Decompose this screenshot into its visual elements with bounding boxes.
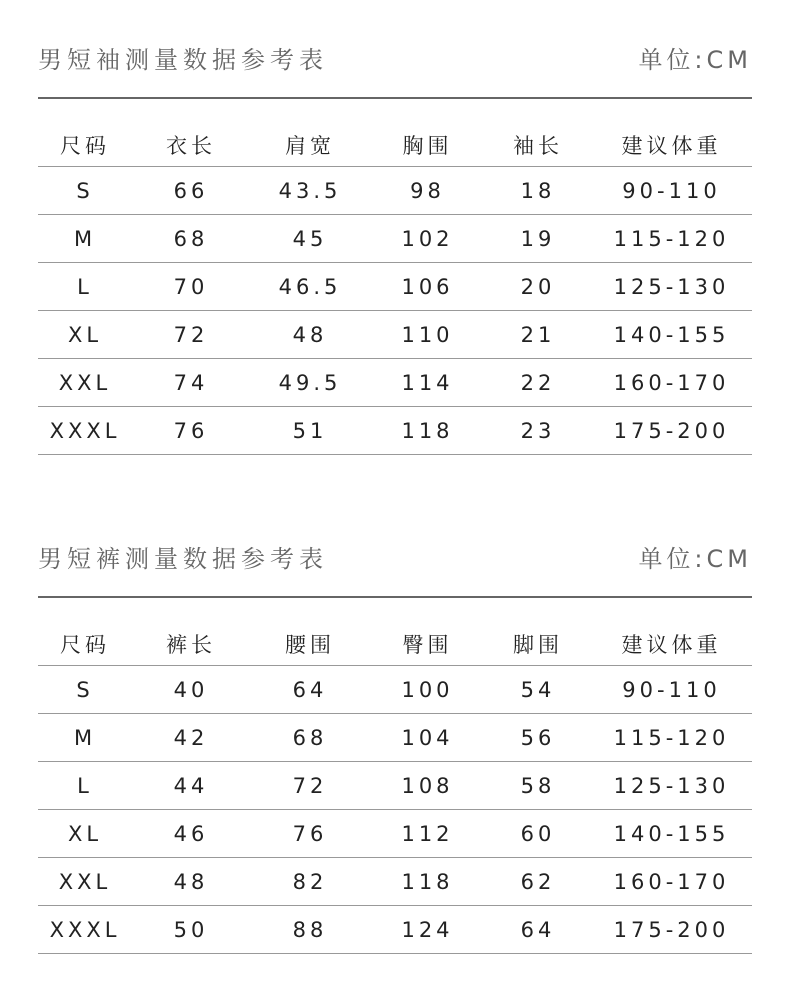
table-cell: 140-155: [591, 810, 752, 858]
table-row: [38, 407, 752, 455]
table-row: [38, 359, 752, 407]
shirt-size-table: [38, 99, 752, 455]
table-cell: 64: [250, 666, 370, 714]
table-cell: 51: [250, 407, 370, 455]
shorts-size-section: [38, 529, 752, 954]
table-cell: 100: [370, 666, 485, 714]
table-cell: 175-200: [591, 407, 752, 455]
table-cell: 18: [485, 167, 591, 215]
table-cell: 68: [132, 215, 250, 263]
table-cell: 44: [132, 762, 250, 810]
table-cell: 160-170: [591, 858, 752, 906]
table-cell: 66: [132, 167, 250, 215]
table-cell: 175-200: [591, 906, 752, 954]
table-row: [38, 762, 752, 810]
table-cell: S: [38, 167, 132, 215]
shirt-unit-label: 单位:CM: [638, 46, 752, 74]
table-cell: 49.5: [250, 359, 370, 407]
header-cell: 尺码: [38, 99, 132, 167]
table-cell: 106: [370, 263, 485, 311]
table-cell: 90-110: [591, 167, 752, 215]
table-row: [38, 215, 752, 263]
table-header-row: [38, 99, 752, 167]
shorts-title-row: [38, 529, 752, 598]
table-cell: 125-130: [591, 762, 752, 810]
table-cell: 98: [370, 167, 485, 215]
table-cell: 50: [132, 906, 250, 954]
table-cell: 64: [485, 906, 591, 954]
table-cell: 160-170: [591, 359, 752, 407]
table-cell: 118: [370, 407, 485, 455]
shorts-unit-label: 单位:CM: [638, 545, 752, 573]
shirt-table-title: 男短袖测量数据参考表: [38, 46, 328, 74]
table-row: [38, 666, 752, 714]
table-cell: 76: [250, 810, 370, 858]
header-cell: 腰围: [250, 598, 370, 666]
table-cell: 43.5: [250, 167, 370, 215]
table-row: [38, 810, 752, 858]
table-cell: 140-155: [591, 311, 752, 359]
table-cell: 102: [370, 215, 485, 263]
table-cell: 88: [250, 906, 370, 954]
table-cell: 112: [370, 810, 485, 858]
table-cell: 48: [132, 858, 250, 906]
table-cell: 23: [485, 407, 591, 455]
table-cell: 68: [250, 714, 370, 762]
table-cell: L: [38, 263, 132, 311]
table-cell: 62: [485, 858, 591, 906]
header-cell: 胸围: [370, 99, 485, 167]
table-cell: 19: [485, 215, 591, 263]
shorts-table-title: 男短裤测量数据参考表: [38, 545, 328, 573]
table-cell: 70: [132, 263, 250, 311]
table-row: [38, 714, 752, 762]
shirt-size-section: [38, 30, 752, 455]
header-cell: 袖长: [485, 99, 591, 167]
table-cell: 42: [132, 714, 250, 762]
table-cell: 125-130: [591, 263, 752, 311]
table-cell: 118: [370, 858, 485, 906]
table-cell: 74: [132, 359, 250, 407]
table-row: [38, 858, 752, 906]
table-cell: 104: [370, 714, 485, 762]
table-cell: 46: [132, 810, 250, 858]
table-row: [38, 167, 752, 215]
table-cell: 108: [370, 762, 485, 810]
table-cell: 20: [485, 263, 591, 311]
header-cell: 建议体重: [591, 99, 752, 167]
table-cell: 56: [485, 714, 591, 762]
table-cell: XL: [38, 810, 132, 858]
header-cell: 脚围: [485, 598, 591, 666]
header-cell: 尺码: [38, 598, 132, 666]
table-cell: 45: [250, 215, 370, 263]
table-row: [38, 263, 752, 311]
shirt-title-row: [38, 30, 752, 99]
table-cell: XXXL: [38, 407, 132, 455]
header-cell: 建议体重: [591, 598, 752, 666]
table-cell: M: [38, 714, 132, 762]
table-cell: 72: [132, 311, 250, 359]
table-cell: S: [38, 666, 132, 714]
header-cell: 肩宽: [250, 99, 370, 167]
table-cell: 21: [485, 311, 591, 359]
table-cell: XXXL: [38, 906, 132, 954]
header-cell: 衣长: [132, 99, 250, 167]
table-cell: M: [38, 215, 132, 263]
table-cell: 115-120: [591, 714, 752, 762]
table-cell: 90-110: [591, 666, 752, 714]
table-cell: L: [38, 762, 132, 810]
table-cell: 82: [250, 858, 370, 906]
table-cell: 60: [485, 810, 591, 858]
table-cell: 48: [250, 311, 370, 359]
table-cell: 54: [485, 666, 591, 714]
table-cell: 115-120: [591, 215, 752, 263]
table-cell: XXL: [38, 359, 132, 407]
table-row: [38, 311, 752, 359]
table-cell: 58: [485, 762, 591, 810]
table-cell: 72: [250, 762, 370, 810]
shorts-size-table: [38, 598, 752, 954]
table-cell: 40: [132, 666, 250, 714]
table-cell: 110: [370, 311, 485, 359]
table-cell: 22: [485, 359, 591, 407]
table-cell: 76: [132, 407, 250, 455]
table-cell: 114: [370, 359, 485, 407]
table-cell: XXL: [38, 858, 132, 906]
table-cell: XL: [38, 311, 132, 359]
table-cell: 124: [370, 906, 485, 954]
table-row: [38, 906, 752, 954]
table-cell: 46.5: [250, 263, 370, 311]
header-cell: 裤长: [132, 598, 250, 666]
header-cell: 臀围: [370, 598, 485, 666]
table-header-row: [38, 598, 752, 666]
